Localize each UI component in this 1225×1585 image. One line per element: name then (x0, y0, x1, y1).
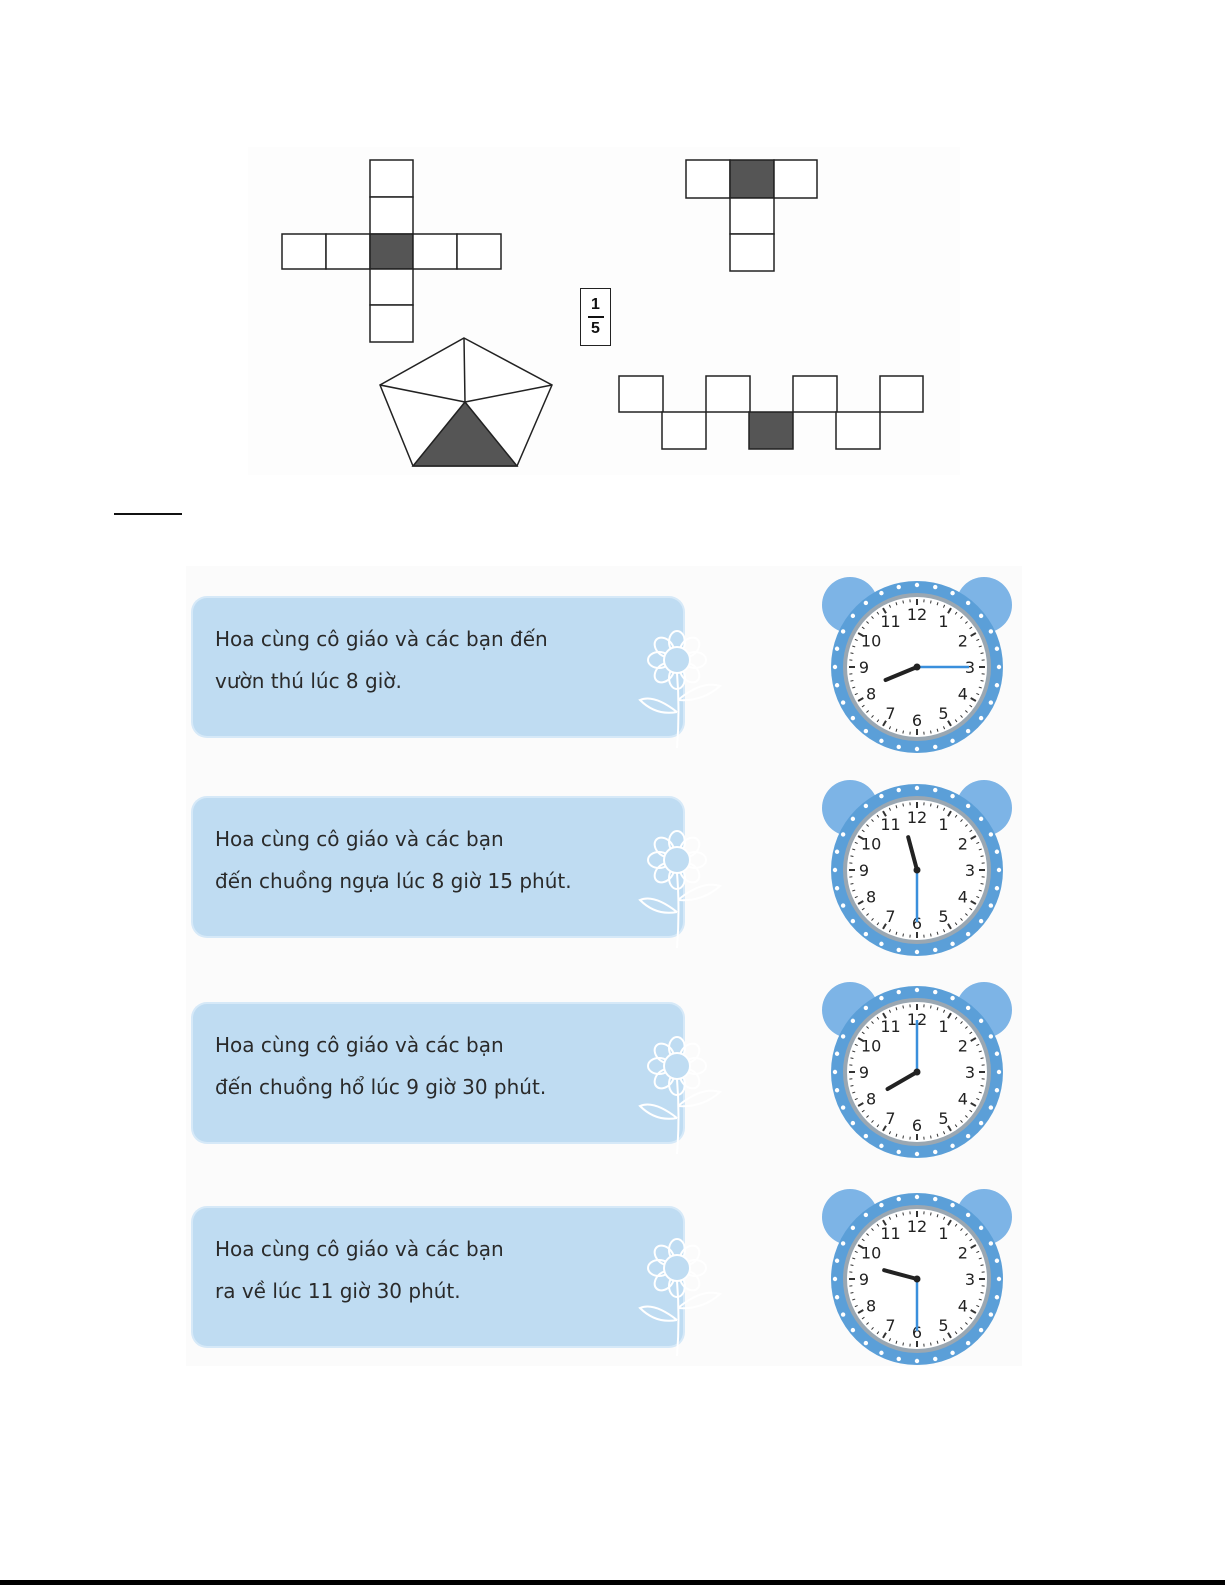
clock-numeral: 12 (906, 808, 928, 827)
clock-tick (850, 1293, 853, 1294)
clock-tick (850, 1265, 853, 1266)
flower-icon (632, 620, 732, 750)
event-line: vườn thú lúc 8 giờ. (215, 669, 402, 693)
flower-leaf (640, 899, 677, 913)
clock-numeral: 3 (964, 658, 976, 677)
clock-numeral: 7 (885, 1108, 896, 1128)
ring-dot (879, 1203, 883, 1207)
ring-dot (950, 794, 954, 798)
flower-center (664, 847, 690, 873)
ring-dot (995, 1259, 999, 1263)
event-card (193, 798, 683, 936)
ring-dot (979, 716, 983, 720)
ring-dot (897, 585, 901, 589)
flower-icon (632, 1026, 732, 1156)
ring-dot (933, 788, 937, 792)
event-line: Hoa cùng cô giáo và các bạn (215, 1237, 504, 1261)
event-line: Hoa cùng cô giáo và các bạn (215, 827, 504, 851)
clock-tick (931, 803, 932, 806)
ring-dot (997, 868, 1001, 872)
ring-dot (851, 1328, 855, 1332)
shaded-square (370, 234, 413, 269)
event-text (215, 818, 635, 902)
event-line: Hoa cùng cô giáo và các bạn đến (215, 627, 548, 651)
clock-numeral: 11 (880, 815, 901, 835)
clock-numeral: 6 (911, 914, 923, 933)
pentagon-divider (464, 338, 465, 402)
ring-dot (835, 1259, 839, 1263)
ring-dot (851, 817, 855, 821)
net-square (774, 160, 817, 198)
clock-pivot (914, 1276, 921, 1283)
flower-stem (677, 1079, 679, 1154)
ring-dot (933, 948, 937, 952)
clock-numeral: 4 (957, 1089, 968, 1109)
ring-dot (835, 647, 839, 651)
clock-tick (931, 1136, 932, 1139)
net-square (730, 198, 774, 234)
ring-dot (879, 591, 883, 595)
clock-pivot (914, 664, 921, 671)
ring-dot (835, 683, 839, 687)
ring-dot (851, 614, 855, 618)
net-square (370, 269, 413, 305)
net-square (457, 234, 501, 269)
flower-center (664, 1053, 690, 1079)
net-square (836, 412, 880, 449)
ring-dot (851, 1019, 855, 1023)
ring-dot (989, 1105, 993, 1109)
flower-leaf (640, 1105, 677, 1119)
ring-dot (989, 629, 993, 633)
clock-tick (981, 1293, 984, 1294)
ring-dot (915, 988, 919, 992)
clock-numeral: 11 (880, 1017, 901, 1037)
ring-dot (841, 832, 845, 836)
flower-center (664, 1255, 690, 1281)
clock-numeral: 1 (938, 1224, 949, 1244)
clock-tick (931, 934, 932, 937)
ring-dot (966, 932, 970, 936)
ring-dot (879, 942, 883, 946)
ring-dot (915, 583, 919, 587)
clock-numeral: 11 (880, 1224, 901, 1244)
clock-numeral: 10 (860, 1243, 882, 1263)
ring-dot (835, 1295, 839, 1299)
clock-tick (981, 1058, 984, 1059)
ring-dot (915, 950, 919, 954)
flower-leaf (678, 1293, 720, 1309)
flower-leaf (640, 1307, 677, 1321)
clock-numeral: 7 (885, 703, 896, 723)
clock-tick (931, 1212, 932, 1215)
ring-dot (950, 942, 954, 946)
ring-dot (966, 1134, 970, 1138)
clock-tick (850, 856, 853, 857)
shaded-square (730, 160, 774, 198)
clock-tick (903, 1005, 904, 1008)
event-card (193, 1208, 683, 1346)
page-bottom-border (0, 1580, 1225, 1585)
ring-dot (833, 665, 837, 669)
net-square (370, 160, 413, 197)
clock-tick (903, 731, 904, 734)
ring-dot (933, 1150, 937, 1154)
clock-numeral: 4 (957, 684, 968, 704)
ring-dot (835, 886, 839, 890)
ring-dot (979, 1019, 983, 1023)
clock-numeral: 7 (885, 1315, 896, 1335)
clock-tick (981, 884, 984, 885)
ring-dot (966, 1213, 970, 1217)
event-card (193, 598, 683, 736)
ring-dot (933, 990, 937, 994)
clock-tick (981, 653, 984, 654)
ring-dot (864, 1341, 868, 1345)
clock-numeral: 1 (938, 612, 949, 632)
flower-icon (632, 1228, 732, 1358)
clock-numeral: 5 (938, 703, 949, 723)
event-line: ra về lúc 11 giờ 30 phút. (215, 1279, 461, 1303)
alarm-clock-icon (812, 575, 1022, 753)
flower-leaf (678, 1091, 720, 1107)
net-square (326, 234, 370, 269)
net-square (619, 376, 663, 412)
alarm-clock-icon (812, 1187, 1022, 1365)
ring-dot (995, 886, 999, 890)
flower-drawing (640, 631, 720, 748)
clock-tick (903, 1136, 904, 1139)
ring-dot (950, 591, 954, 595)
ring-dot (864, 1134, 868, 1138)
ring-dot (841, 1105, 845, 1109)
ring-dot (966, 601, 970, 605)
net-square (662, 412, 706, 449)
ring-dot (841, 1241, 845, 1245)
alarm-clock-icon (812, 980, 1022, 1158)
ring-dot (995, 1295, 999, 1299)
net-square (793, 376, 837, 412)
ring-dot (851, 1121, 855, 1125)
clock-tick (981, 856, 984, 857)
clock-numeral: 12 (906, 1217, 928, 1236)
flower-leaf (678, 885, 720, 901)
ring-dot (989, 700, 993, 704)
ring-dot (851, 1226, 855, 1230)
ring-dot (841, 1034, 845, 1038)
ring-dot (995, 1088, 999, 1092)
ring-dot (915, 786, 919, 790)
clock-numeral: 9 (858, 1270, 870, 1289)
clock-numeral: 6 (911, 1323, 923, 1342)
clock-numeral: 9 (858, 1063, 870, 1082)
clock-numeral: 8 (866, 1296, 877, 1316)
flower-stem (677, 1281, 679, 1356)
shaded-square (749, 412, 793, 449)
net-square (730, 234, 774, 271)
ring-dot (950, 1351, 954, 1355)
ring-dot (897, 1197, 901, 1201)
ring-dot (979, 614, 983, 618)
clock-numeral: 8 (866, 1089, 877, 1109)
clock-numeral: 2 (957, 1036, 968, 1056)
clock-tick (981, 681, 984, 682)
clock-numeral: 2 (957, 1243, 968, 1263)
clock-numeral: 10 (860, 1036, 882, 1056)
clock-tick (903, 1343, 904, 1346)
ring-dot (995, 647, 999, 651)
event-card (193, 1004, 683, 1142)
clock-numeral: 5 (938, 1315, 949, 1335)
clock-numeral: 10 (860, 834, 882, 854)
clock-pivot (914, 867, 921, 874)
clock-tick (903, 803, 904, 806)
clock-tick (981, 1086, 984, 1087)
ring-dot (897, 1150, 901, 1154)
ring-dot (997, 1277, 1001, 1281)
ring-dot (979, 1226, 983, 1230)
ring-dot (879, 1144, 883, 1148)
ring-dot (835, 850, 839, 854)
ring-dot (989, 1312, 993, 1316)
section-underline (114, 513, 182, 515)
ring-dot (879, 1351, 883, 1355)
clock-numeral: 12 (906, 1010, 928, 1029)
ring-dot (915, 1359, 919, 1363)
clock-numeral: 7 (885, 906, 896, 926)
ring-dot (915, 1152, 919, 1156)
fraction-bar (588, 316, 604, 318)
ring-dot (841, 700, 845, 704)
alarm-clock-icon (812, 778, 1022, 956)
ring-dot (864, 804, 868, 808)
ring-dot (997, 665, 1001, 669)
clock-numeral: 1 (938, 1017, 949, 1037)
clock-numeral: 8 (866, 684, 877, 704)
flower-drawing (640, 1239, 720, 1356)
clock-tick (931, 731, 932, 734)
event-line: đến chuồng ngựa lúc 8 giờ 15 phút. (215, 869, 572, 893)
ring-dot (897, 788, 901, 792)
ring-dot (979, 1328, 983, 1332)
clock-numeral: 5 (938, 1108, 949, 1128)
ring-dot (897, 1357, 901, 1361)
ring-dot (835, 1088, 839, 1092)
flower-drawing (640, 1037, 720, 1154)
clock-numeral: 4 (957, 1296, 968, 1316)
ring-dot (864, 1213, 868, 1217)
net-square (686, 160, 730, 198)
ring-dot (833, 1070, 837, 1074)
ring-dot (915, 1195, 919, 1199)
ring-dot (864, 932, 868, 936)
event-line: Hoa cùng cô giáo và các bạn (215, 1033, 504, 1057)
clock-numeral: 9 (858, 861, 870, 880)
ring-dot (851, 716, 855, 720)
ring-dot (897, 948, 901, 952)
flower-center (664, 647, 690, 673)
ring-dot (864, 601, 868, 605)
ring-dot (997, 1070, 1001, 1074)
ring-dot (989, 832, 993, 836)
clock-numeral: 3 (964, 861, 976, 880)
event-text (215, 1024, 635, 1108)
ring-dot (835, 1052, 839, 1056)
clock-pivot (914, 1069, 921, 1076)
ring-dot (966, 804, 970, 808)
ring-dot (995, 1052, 999, 1056)
flower-leaf (640, 699, 677, 713)
clock-tick (850, 1086, 853, 1087)
fraction-one-fifth (580, 288, 611, 346)
ring-dot (979, 1121, 983, 1125)
event-line: đến chuồng hổ lúc 9 giờ 30 phút. (215, 1075, 547, 1099)
ring-dot (864, 1006, 868, 1010)
ring-dot (897, 745, 901, 749)
ring-dot (989, 1241, 993, 1245)
ring-dot (966, 1006, 970, 1010)
ring-dot (879, 794, 883, 798)
net-square (282, 234, 326, 269)
ring-dot (879, 739, 883, 743)
fraction-numerator: 1 (591, 296, 600, 314)
ring-dot (933, 1357, 937, 1361)
flower-leaf (678, 685, 720, 701)
clock-numeral: 3 (964, 1270, 976, 1289)
flower-stem (677, 873, 679, 948)
ring-dot (995, 850, 999, 854)
clock-tick (903, 600, 904, 603)
ring-dot (933, 1197, 937, 1201)
ring-dot (950, 739, 954, 743)
shapes-figure (0, 0, 1225, 480)
clock-tick (850, 681, 853, 682)
ring-dot (950, 1203, 954, 1207)
clock-tick (931, 1005, 932, 1008)
ring-dot (966, 729, 970, 733)
ring-dot (979, 817, 983, 821)
ring-dot (915, 747, 919, 751)
clock-numeral: 8 (866, 887, 877, 907)
ring-dot (841, 1312, 845, 1316)
ring-dot (989, 903, 993, 907)
clock-tick (903, 1212, 904, 1215)
clock-numeral: 6 (911, 1116, 923, 1135)
ring-dot (864, 729, 868, 733)
ring-dot (933, 745, 937, 749)
net-square (880, 376, 923, 412)
clock-numeral: 2 (957, 631, 968, 651)
clock-numeral: 11 (880, 612, 901, 632)
ring-dot (995, 683, 999, 687)
ring-dot (841, 629, 845, 633)
clock-numeral: 6 (911, 711, 923, 730)
clock-numeral: 12 (906, 605, 928, 624)
ring-dot (950, 996, 954, 1000)
net-square (413, 234, 457, 269)
clock-tick (931, 1343, 932, 1346)
flower-icon (632, 820, 732, 950)
ring-dot (897, 990, 901, 994)
clock-numeral: 4 (957, 887, 968, 907)
ring-dot (833, 868, 837, 872)
ring-dot (966, 1341, 970, 1345)
event-text (215, 1228, 635, 1312)
ring-dot (879, 996, 883, 1000)
clock-tick (903, 934, 904, 937)
net-square (706, 376, 750, 412)
ring-dot (989, 1034, 993, 1038)
ring-dot (833, 1277, 837, 1281)
clock-numeral: 1 (938, 815, 949, 835)
ring-dot (841, 903, 845, 907)
flower-drawing (640, 831, 720, 948)
event-text (215, 618, 635, 702)
ring-dot (979, 919, 983, 923)
ring-dot (851, 919, 855, 923)
clock-numeral: 10 (860, 631, 882, 651)
ring-dot (933, 585, 937, 589)
net-square (370, 197, 413, 234)
clock-tick (931, 600, 932, 603)
clock-numeral: 5 (938, 906, 949, 926)
fraction-denominator: 5 (591, 319, 600, 337)
clock-tick (850, 884, 853, 885)
clock-numeral: 2 (957, 834, 968, 854)
clock-tick (850, 653, 853, 654)
net-square (370, 305, 413, 342)
ring-dot (950, 1144, 954, 1148)
clock-tick (850, 1058, 853, 1059)
clock-numeral: 9 (858, 658, 870, 677)
clock-tick (981, 1265, 984, 1266)
flower-stem (677, 673, 679, 748)
clock-numeral: 3 (964, 1063, 976, 1082)
